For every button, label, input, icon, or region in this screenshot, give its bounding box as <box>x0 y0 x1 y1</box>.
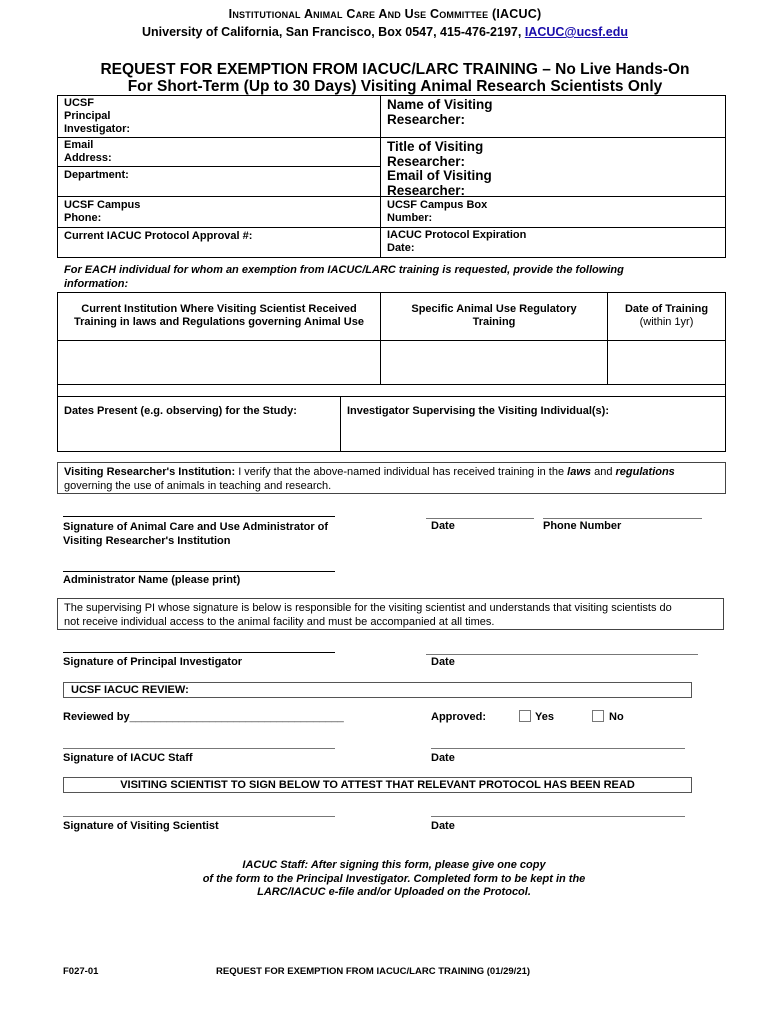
staff-note-line2: of the form to the Principal Investigator. Completed form to be kept in the <box>202 872 586 885</box>
visitor-title-field[interactable] <box>387 139 483 169</box>
visitor-name-label-2: Researcher: <box>387 112 466 127</box>
campus-phone-field[interactable] <box>64 199 140 225</box>
admin-sig-line2: Visiting Researcher's Institution <box>63 535 231 547</box>
col-regulatory-header <box>381 303 607 329</box>
visitor-date-label: Date <box>431 820 455 832</box>
staff-signature-label: Signature of IACUC Staff <box>63 752 193 764</box>
supervisor-field[interactable] <box>347 405 609 418</box>
email-link[interactable]: IACUC@ucsf.edu <box>524 25 628 39</box>
pi-date-line[interactable] <box>426 654 698 655</box>
campus-box-label-2: Number: <box>387 212 433 224</box>
table-divider-mid <box>380 95 381 257</box>
admin-sig-line1: Signature of Animal Care and Use Administrator of <box>63 521 329 533</box>
row-line <box>57 396 726 397</box>
pi-label-1: UCSF <box>64 97 94 109</box>
address-line <box>0 25 770 39</box>
training-table-bottom <box>57 451 726 452</box>
approved-no-checkbox[interactable] <box>592 710 604 722</box>
email-field[interactable] <box>64 139 112 165</box>
reviewed-by-blank: ___________________________________ <box>129 711 344 723</box>
table-border-top <box>57 95 726 96</box>
committee-name: Institutional Animal Care And Use Committee <box>228 7 489 21</box>
institution-verify-text-a: I verify that the above-named individual has received training in the <box>238 466 565 478</box>
form-id: F027-01 <box>63 966 99 977</box>
pi-date-label: Date <box>431 656 455 668</box>
row-line <box>57 257 726 258</box>
col-date-line2: (within 1yr) <box>639 316 694 328</box>
review-heading: UCSF IACUC REVIEW: <box>71 684 189 696</box>
admin-phone-line[interactable] <box>543 518 702 519</box>
dates-col-divider <box>340 396 341 452</box>
address-text: University of California, San Francisco, Box 0547, 415-476-2197, <box>142 25 522 39</box>
row-line <box>57 166 380 167</box>
col-institution-header <box>58 303 380 329</box>
form-title-line1: REQUEST FOR EXEMPTION FROM IACUC/LARC TRAINING – No Live Hands-On <box>100 61 690 78</box>
col-regulatory-line1: Specific Animal Use Regulatory <box>411 303 577 315</box>
attest-heading: VISITING SCIENTIST TO SIGN BELOW TO ATTEST THAT RELEVANT PROTOCOL HAS BEEN READ <box>120 779 635 791</box>
visitor-title-label-1: Title of Visiting <box>387 139 484 154</box>
email-label-1: Email <box>64 139 94 151</box>
col-institution-line1: Current Institution Where Visiting Scientist Received <box>81 303 357 315</box>
institution-verify-text <box>64 465 724 493</box>
protocol-exp-field[interactable] <box>387 229 526 255</box>
no-label: No <box>609 711 624 723</box>
dates-present-label: Dates Present (e.g. observing) for the Study: <box>64 405 297 417</box>
training-table-top <box>57 292 726 293</box>
dates-present-field[interactable] <box>64 405 297 418</box>
col-date-header <box>608 303 725 329</box>
approved-yes-checkbox[interactable] <box>519 710 531 722</box>
staff-date-label: Date <box>431 752 455 764</box>
campus-box-field[interactable] <box>387 199 487 225</box>
row-line <box>380 137 726 138</box>
admin-date-label: Date <box>431 520 455 532</box>
footer-title: REQUEST FOR EXEMPTION FROM IACUC/LARC TRAINING (01/29/21) <box>216 966 531 977</box>
supervisor-label: Investigator Supervising the Visiting Individual(s): <box>347 405 610 417</box>
laws-word: laws <box>567 466 592 478</box>
table-border-left <box>57 95 58 257</box>
pi-statement-line2: not receive individual access to the animal facility and must be accompanied at all times. <box>64 616 495 628</box>
department-field[interactable] <box>64 169 129 182</box>
committee-abbr: (IACUC) <box>492 7 542 21</box>
and-word: and <box>594 466 613 478</box>
reviewed-by-label: Reviewed by <box>63 711 130 723</box>
row-line <box>57 227 726 228</box>
visitor-email-field[interactable] <box>387 168 492 198</box>
training-table-right <box>725 292 726 452</box>
campus-box-label-1: UCSF Campus Box <box>387 199 488 211</box>
staff-note <box>0 859 770 900</box>
department-label: Department: <box>64 169 129 181</box>
date-cell-input[interactable] <box>608 341 725 384</box>
pi-signature-line[interactable] <box>63 652 335 653</box>
col-date-line1: Date of Training <box>624 303 709 315</box>
admin-signature-label <box>63 520 328 548</box>
visitor-name-field[interactable] <box>387 97 493 127</box>
visitor-title-label-2: Researcher: <box>387 154 466 169</box>
admin-name-line[interactable] <box>63 571 335 572</box>
campus-phone-label-2: Phone: <box>64 212 102 224</box>
yes-label: Yes <box>535 711 554 723</box>
staff-note-line3: LARC/IACUC e-file and/or Uploaded on the Protocol. <box>257 886 531 898</box>
visitor-signature-line[interactable] <box>63 816 335 817</box>
campus-phone-label-1: UCSF Campus <box>64 199 141 211</box>
row-line <box>57 137 380 138</box>
protocol-exp-label-2: Date: <box>387 242 415 254</box>
visitor-date-line[interactable] <box>431 816 685 817</box>
email-label-2: Address: <box>64 152 112 164</box>
pi-label-3: Investigator: <box>64 123 131 135</box>
committee-header <box>0 7 770 21</box>
pi-label-2: Principal <box>64 110 111 122</box>
regulatory-cell-input[interactable] <box>381 341 607 384</box>
col-institution-line2: Training in laws and Regulations governing Animal Use <box>74 316 364 328</box>
staff-date-line[interactable] <box>431 748 685 749</box>
institution-verify-line2: governing the use of animals in teaching and research. <box>64 480 332 492</box>
instructions-line2: information: <box>64 278 129 290</box>
staff-signature-line[interactable] <box>63 748 335 749</box>
form-title-line2: For Short-Term (Up to 30 Days) Visiting Animal Research Scientists Only <box>127 78 663 95</box>
protocol-approval-field[interactable] <box>64 230 252 243</box>
approved-label: Approved: <box>431 711 486 723</box>
institution-verify-label: Visiting Researcher's Institution: <box>64 466 236 478</box>
col-regulatory-line2: Training <box>472 316 516 328</box>
regulations-word: regulations <box>615 466 675 478</box>
reviewed-by-field[interactable] <box>63 711 344 723</box>
visitor-signature-label: Signature of Visiting Scientist <box>63 820 219 832</box>
admin-name-label: Administrator Name (please print) <box>63 574 241 586</box>
pi-statement <box>64 601 724 629</box>
visitor-email-label-1: Email of Visiting <box>387 168 492 183</box>
instructions <box>64 263 724 291</box>
admin-signature-line[interactable] <box>63 516 335 517</box>
pi-field[interactable] <box>64 97 130 136</box>
institution-cell-input[interactable] <box>58 341 380 384</box>
admin-phone-label: Phone Number <box>543 520 622 532</box>
instructions-line1: For EACH individual for whom an exemption from IACUC/LARC training is requested, provide the following <box>64 264 624 276</box>
admin-date-line[interactable] <box>426 518 534 519</box>
protocol-exp-label-1: IACUC Protocol Expiration <box>387 229 527 241</box>
pi-statement-line1: The supervising PI whose signature is below is responsible for the visiting scientist and understands that visiting scientists do <box>64 602 672 614</box>
table-border-right <box>725 95 726 257</box>
staff-note-line1: IACUC Staff: After signing this form, please give one copy <box>242 859 546 871</box>
pi-signature-label: Signature of Principal Investigator <box>63 656 243 668</box>
row-line <box>57 384 726 385</box>
protocol-approval-label: Current IACUC Protocol Approval #: <box>64 230 253 242</box>
visitor-name-label-1: Name of Visiting <box>387 97 493 112</box>
visitor-email-label-2: Researcher: <box>387 183 466 198</box>
